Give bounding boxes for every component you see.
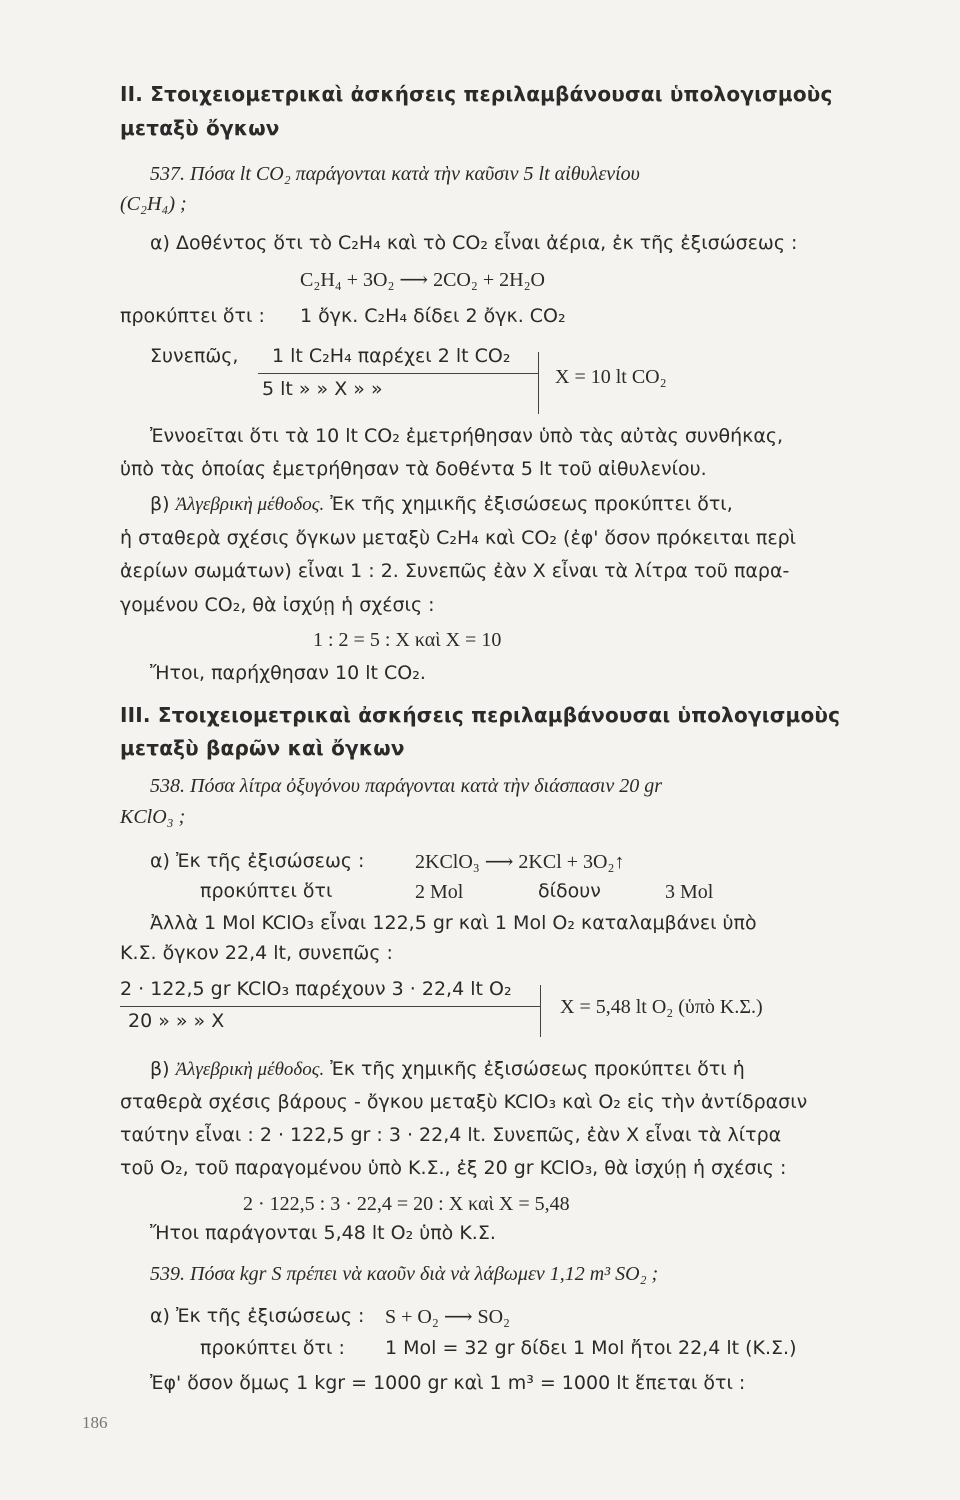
ex537-b-line1 [150, 493, 733, 517]
ex537-proportion-top: 1 lt C₂H₄ παρέχει 2 lt CO₂ [272, 345, 511, 367]
ex539-last-line: Ἐφ' ὅσον ὅμως 1 kgr = 1000 gr καὶ 1 m³ = 1000 lt ἕπεται ὅτι : [150, 1372, 746, 1394]
ex538-proportion-bottom: 20 » » » X [128, 1010, 225, 1032]
section-iii-heading-line2: μεταξὺ βαρῶν καὶ ὄγκων [120, 736, 405, 760]
ex537-result-text: 1 ὄγκ. C₂H₄ δίδει 2 ὄγκ. CO₂ [300, 305, 566, 327]
ex537-note-line2: ὑπὸ τὰς ὁποίας ἐμετρήθησαν τὰ δοθέντα 5 lt τοῦ αἰθυλενίου. [120, 458, 707, 480]
ex537-proportion-vline [538, 352, 539, 414]
ex537-equation: C₂H₄ + 3O₂ ⟶ 2CO₂ + 2H₂O [300, 269, 545, 291]
ex537-result-label: προκύπτει ὅτι : [120, 305, 265, 327]
section-iii-heading-line1: III. Στοιχειομετρικαὶ ἀσκήσεις περιλαμβάνουσαι ὑπολογισμοὺς [120, 703, 841, 727]
ex538-alla-line1: Ἀλλὰ 1 Mol KClO₃ εἶναι 122,5 gr καὶ 1 Mol O₂ καταλαμβάνει ὑπὸ [150, 912, 757, 934]
ex537-b-method: Ἀλγεβρικὴ μέθοδος. [175, 494, 325, 515]
ex537-proportion-result: X = 10 lt CO₂ [555, 366, 667, 388]
section-ii-heading-line2: μεταξὺ ὄγκων [120, 116, 280, 140]
ex537-b-label: β) [150, 493, 176, 515]
ex537-question-line2: (C₂H₄) ; [120, 193, 187, 215]
ex537-proportion-hline [258, 373, 538, 374]
ex537-a-intro: α) Δοθέντος ὅτι τὸ C₂H₄ καὶ τὸ CO₂ εἶναι ἀέρια, ἐκ τῆς ἐξισώσεως : [150, 232, 798, 254]
ex538-final: Ἤτοι παράγονται 5,48 lt O₂ ὑπὸ Κ.Σ. [150, 1222, 496, 1244]
ex538-b-line4: τοῦ O₂, τοῦ παραγομένου ὑπὸ Κ.Σ., ἐξ 20 gr KClO₃, θὰ ἰσχύῃ ἡ σχέσις : [120, 1157, 787, 1179]
ex538-b-line2: σταθερὰ σχέσις βάρους - ὄγκου μεταξὺ KClO₃ καὶ O₂ εἰς τὴν ἀντίδρασιν [120, 1091, 808, 1113]
ex538-mol-right: 3 Mol [665, 881, 714, 903]
ex537-ratio: 1 : 2 = 5 : X καὶ X = 10 [313, 629, 502, 651]
ex537-note-line1: Ἐννοεῖται ὅτι τὰ 10 lt CO₂ ἐμετρήθησαν ὑπὸ τὰς αὐτὰς συνθήκας, [150, 425, 784, 447]
page-number: 186 [82, 1413, 108, 1432]
ex539-a-label: α) Ἐκ τῆς ἐξισώσεως : [150, 1305, 365, 1327]
ex539-equation: S + O₂ ⟶ SO₂ [385, 1306, 511, 1328]
ex537-question-line1: 537. Πόσα lt CO₂ παράγονται κατὰ τὴν καῦσιν 5 lt αἰθυλενίου [150, 163, 640, 185]
ex538-b-line3: ταύτην εἶναι : 2 · 122,5 gr : 3 · 22,4 lt. Συνεπῶς, ἐὰν X εἶναι τὰ λίτρα [120, 1124, 782, 1146]
ex538-alla-line2: Κ.Σ. ὄγκον 22,4 lt, συνεπῶς : [120, 942, 393, 964]
ex537-proportion-label: Συνεπῶς, [150, 345, 239, 367]
ex538-proportion-hline [120, 1006, 540, 1007]
ex538-b-method: Ἀλγεβρικὴ μέθοδος. [175, 1059, 325, 1080]
ex537-b-line3: ἀερίων σωμάτων) εἶναι 1 : 2. Συνεπῶς ἐὰν X εἶναι τὰ λίτρα τοῦ παρα- [120, 560, 790, 582]
ex538-mol-left: 2 Mol [415, 881, 464, 903]
ex539-result-text: 1 Mol = 32 gr δίδει 1 Mol ἤτοι 22,4 lt (Κ.Σ.) [385, 1337, 797, 1359]
ex539-result-label: προκύπτει ὅτι : [200, 1337, 345, 1359]
ex538-mol-label: προκύπτει ὅτι [200, 880, 333, 902]
ex537-final: Ἤτοι, παρήχθησαν 10 lt CO₂. [150, 662, 426, 684]
ex537-proportion-bottom: 5 lt » » X » » [262, 378, 383, 400]
ex537-b-line4: γομένου CO₂, θὰ ἰσχύῃ ἡ σχέσις : [120, 594, 435, 616]
ex538-proportion-vline [540, 985, 541, 1037]
ex538-question-line2: KClO₃ ; [120, 806, 186, 828]
ex538-b-line1-rest: Ἐκ τῆς χημικῆς ἐξισώσεως προκύπτει ὅτι ἡ [324, 1058, 745, 1080]
ex538-a-label: α) Ἐκ τῆς ἐξισώσεως : [150, 850, 365, 872]
ex538-equation: 2KClO₃ ⟶ 2KCl + 3O₂↑ [415, 851, 625, 873]
ex538-b-label: β) [150, 1058, 176, 1080]
ex538-mol-mid: δίδουν [538, 880, 601, 902]
section-ii-heading-line1: II. Στοιχειομετρικαὶ ἀσκήσεις περιλαμβάνουσαι ὑπολογισμοὺς [120, 82, 833, 106]
ex538-proportion-result: X = 5,48 lt O₂ (ὑπὸ Κ.Σ.) [560, 996, 763, 1018]
ex537-b-line2: ἡ σταθερὰ σχέσις ὄγκων μεταξὺ C₂H₄ καὶ CO₂ (ἐφ' ὅσον πρόκειται περὶ [120, 527, 797, 549]
ex538-b-line1 [150, 1058, 745, 1082]
ex538-proportion-top: 2 · 122,5 gr KClO₃ παρέχουν 3 · 22,4 lt O₂ [120, 978, 512, 1000]
ex538-ratio: 2 · 122,5 : 3 · 22,4 = 20 : X καὶ X = 5,48 [243, 1193, 570, 1215]
ex537-b-line1-rest: Ἐκ τῆς χημικῆς ἐξισώσεως προκύπτει ὅτι, [324, 493, 733, 515]
ex538-question-line1: 538. Πόσα λίτρα ὀξυγόνου παράγονται κατὰ τὴν διάσπασιν 20 gr [150, 775, 663, 797]
ex539-question: 539. Πόσα kgr S πρέπει νὰ καοῦν διὰ νὰ λάβωμεν 1,12 m³ SO₂ ; [150, 1263, 659, 1285]
